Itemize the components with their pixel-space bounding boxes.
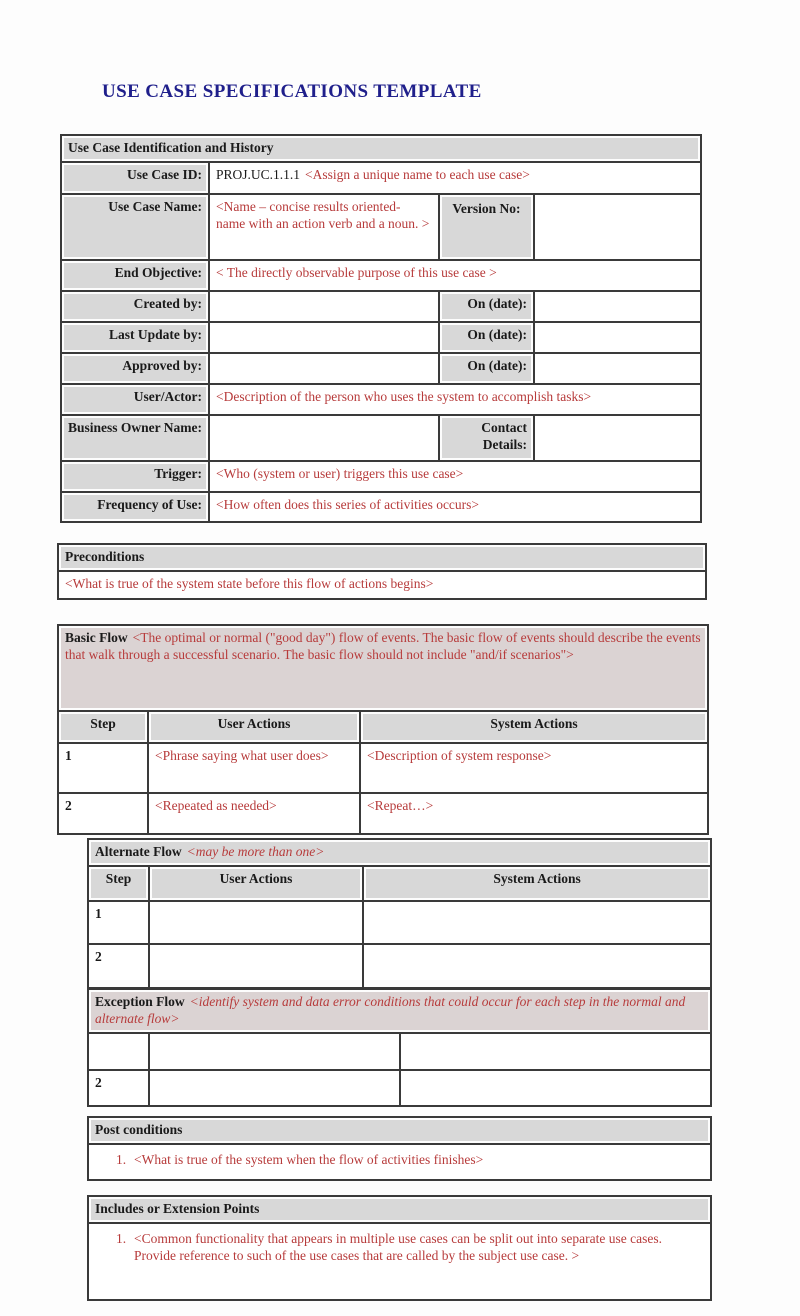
page-title: USE CASE SPECIFICATIONS TEMPLATE — [102, 81, 482, 102]
basic-flow-table — [57, 624, 709, 835]
last-update-by-label: Last Update by: — [61, 322, 209, 353]
basic-flow-system-action: <Description of system response> — [360, 743, 708, 793]
basic-flow-col-step: Step — [58, 711, 148, 743]
exception-flow-system-action-cell — [400, 1033, 711, 1070]
table-row — [61, 291, 701, 322]
basic-flow-col-system-actions: System Actions — [360, 711, 708, 743]
trigger-label: Trigger: — [61, 461, 209, 492]
table-row — [88, 1033, 711, 1070]
exception-flow-table — [87, 988, 712, 1107]
end-objective-label: End Objective: — [61, 260, 209, 291]
exception-flow-header-cell — [88, 989, 711, 1033]
alternate-flow-header-cell — [88, 839, 711, 866]
table-row — [61, 415, 701, 461]
alternate-flow-col-system-actions: System Actions — [363, 866, 711, 901]
table-row — [61, 194, 701, 260]
includes-table — [87, 1195, 712, 1301]
alternate-flow-step-number: 2 — [88, 944, 149, 988]
post-conditions-header: Post conditions — [88, 1117, 711, 1144]
preconditions-table — [57, 543, 707, 600]
table-row — [61, 322, 701, 353]
table-row — [88, 866, 711, 901]
alternate-flow-table — [87, 838, 712, 989]
user-actor-hint: <Description of the person who uses the system to accomplish tasks> — [209, 384, 701, 415]
use-case-name-hint: <Name – concise results oriented- name with an action verb and a noun. > — [209, 194, 439, 260]
table-row — [61, 162, 701, 194]
basic-flow-user-action: <Phrase saying what user does> — [148, 743, 360, 793]
created-on-date-value-cell — [534, 291, 701, 322]
basic-flow-user-action: <Repeated as needed> — [148, 793, 360, 834]
alternate-flow-system-action-cell — [363, 901, 711, 944]
identification-table — [60, 134, 702, 523]
exception-flow-title: Exception Flow — [95, 994, 185, 1009]
user-actor-label: User/Actor: — [61, 384, 209, 415]
alternate-flow-note: <may be more than one> — [186, 844, 325, 859]
includes-header: Includes or Extension Points — [88, 1196, 711, 1223]
preconditions-hint: <What is true of the system state before this flow of actions begins> — [58, 571, 706, 599]
contact-details-label: Contact Details: — [439, 415, 534, 461]
post-conditions-item-cell — [88, 1144, 711, 1180]
business-owner-value-cell — [209, 415, 439, 461]
table-row — [88, 944, 711, 988]
table-row — [88, 1070, 711, 1106]
basic-flow-step-number: 2 — [58, 793, 148, 834]
table-row — [88, 1223, 711, 1300]
frequency-of-use-hint: <How often does this series of activities occurs> — [209, 492, 701, 522]
created-by-label: Created by: — [61, 291, 209, 322]
table-row — [58, 711, 708, 743]
approved-by-label: Approved by: — [61, 353, 209, 384]
includes-item-cell — [88, 1223, 711, 1300]
table-row — [58, 571, 706, 599]
table-row — [88, 1117, 711, 1144]
alternate-flow-system-action-cell — [363, 944, 711, 988]
table-row — [61, 461, 701, 492]
created-on-date-label: On (date): — [439, 291, 534, 322]
table-row — [88, 1196, 711, 1223]
basic-flow-system-action: <Repeat…> — [360, 793, 708, 834]
table-row — [88, 1144, 711, 1180]
basic-flow-description: <The optimal or normal ("good day") flow of events. The basic flow of events should describe the events that walk through a successful scenario. The basic flow should not include "and/if scenarios"> — [65, 630, 701, 662]
post-conditions-table — [87, 1116, 712, 1181]
exception-flow-user-action-cell — [149, 1070, 400, 1106]
list-item — [89, 1145, 710, 1169]
last-update-on-date-label: On (date): — [439, 322, 534, 353]
basic-flow-title: Basic Flow — [65, 630, 128, 645]
version-no-label: Version No: — [439, 194, 534, 260]
table-row — [61, 135, 701, 162]
table-row — [88, 839, 711, 866]
table-row — [61, 384, 701, 415]
basic-flow-step-number: 1 — [58, 743, 148, 793]
exception-flow-step-number — [88, 1033, 149, 1070]
use-case-name-label: Use Case Name: — [61, 194, 209, 260]
approved-on-date-label: On (date): — [439, 353, 534, 384]
frequency-of-use-label: Frequency of Use: — [61, 492, 209, 522]
basic-flow-col-user-actions: User Actions — [148, 711, 360, 743]
exception-flow-note: <identify system and data error conditions that could occur for each step in the normal and alternate flow> — [95, 994, 686, 1026]
approved-by-value-cell — [209, 353, 439, 384]
table-row — [61, 492, 701, 522]
end-objective-hint: < The directly observable purpose of this use case > — [209, 260, 701, 291]
use-case-id-label: Use Case ID: — [61, 162, 209, 194]
contact-details-value-cell — [534, 415, 701, 461]
use-case-id-hint: <Assign a unique name to each use case> — [305, 166, 530, 182]
use-case-id-value: PROJ.UC.1.1.1 — [216, 166, 301, 182]
table-row — [58, 793, 708, 834]
table-row — [58, 625, 708, 711]
exception-flow-system-action-cell — [400, 1070, 711, 1106]
alternate-flow-user-action-cell — [149, 944, 363, 988]
basic-flow-description-cell — [58, 625, 708, 711]
business-owner-label: Business Owner Name: — [61, 415, 209, 461]
includes-hint: <Common functionality that appears in multiple use cases can be split out into separate use cases. Provide reference to such of the use cases that are called by the subject use case. > — [134, 1230, 662, 1263]
table-row — [61, 260, 701, 291]
alternate-flow-title: Alternate Flow — [95, 844, 182, 859]
alternate-flow-col-user-actions: User Actions — [149, 866, 363, 901]
table-row — [88, 901, 711, 944]
alternate-flow-col-step: Step — [88, 866, 149, 901]
exception-flow-step-number: 2 — [88, 1070, 149, 1106]
table-row — [61, 353, 701, 384]
alternate-flow-user-action-cell — [149, 901, 363, 944]
exception-flow-user-action-cell — [149, 1033, 400, 1070]
identification-section-header: Use Case Identification and History — [61, 135, 701, 162]
created-by-value-cell — [209, 291, 439, 322]
table-row — [58, 743, 708, 793]
table-row — [58, 544, 706, 571]
post-conditions-hint: <What is true of the system when the flow of activities finishes> — [134, 1151, 484, 1167]
list-number: 1. — [116, 1230, 127, 1246]
table-row — [88, 989, 711, 1033]
approved-on-date-value-cell — [534, 353, 701, 384]
last-update-by-value-cell — [209, 322, 439, 353]
version-no-value-cell — [534, 194, 701, 260]
list-item — [89, 1224, 710, 1265]
alternate-flow-step-number: 1 — [88, 901, 149, 944]
list-number: 1. — [116, 1151, 127, 1167]
preconditions-header: Preconditions — [58, 544, 706, 571]
last-update-on-date-value-cell — [534, 322, 701, 353]
use-case-id-value-cell — [209, 162, 701, 194]
trigger-hint: <Who (system or user) triggers this use case> — [209, 461, 701, 492]
